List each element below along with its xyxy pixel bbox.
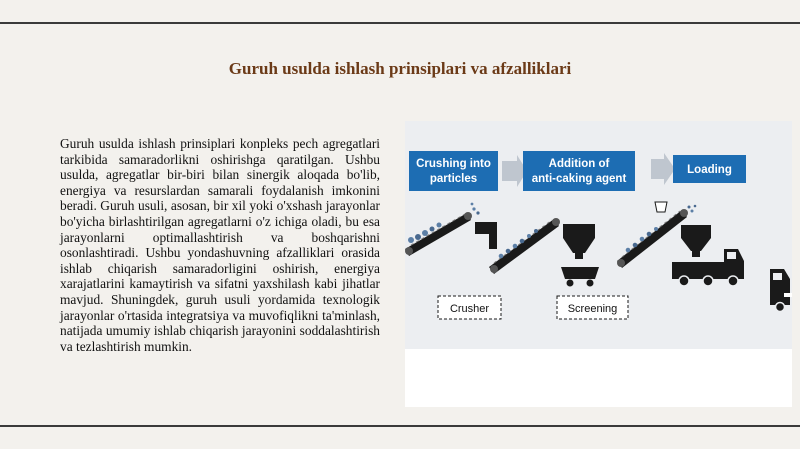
crusher-label-box <box>438 296 501 319</box>
process-diagram <box>405 121 792 407</box>
top-divider <box>0 22 800 24</box>
slide-title: Guruh usulda ishlash prinsiplari va afzalliklari <box>228 59 572 78</box>
step-crushing-line2: particles <box>429 173 478 185</box>
step-loading-box <box>673 155 746 183</box>
screening-label: Screening <box>567 303 618 315</box>
step-crushing-box <box>409 151 498 191</box>
bottom-divider <box>0 425 800 427</box>
step-anticaking-line2: anti-caking agent <box>531 173 627 185</box>
step-loading-line1: Loading <box>687 164 732 176</box>
crusher-label: Crusher <box>449 303 490 315</box>
step-anticaking-box <box>523 151 635 191</box>
step-anticaking-line1: Addition of <box>548 158 610 170</box>
body-paragraph: Guruh usulda ishlash prinsiplari konpleks pech agregatlari tarkibida samaradorlikni oshirishga qaratilgan. Ushbu usulda, agregatlar bir-biri bilan sinergik aloqada bo'lib, energiya va resurslardan samarali foydalanish imkonini beradi. Guruh usuli, asosan, bir xil yoki o'xshash jarayonlar bo'yicha birlashtirilgan agregatlarni o'z ichiga oladi, bu esa jarayonlarni optimallashtirish va boshqarishni osonlashtiradi. Ushbu yondashuvning afzalliklari orasida ishlab chiqarish samaradorligini oshirish, energiya xarajatlarini kamaytirish va sifatni yaxshilash kabi jihatlar mavjud. Shuningdek, guruh usuli yordamida texnologik jarayonlar o'rtasida integratsiya va muvofiqlikni ta'minlash, natijada umumiy ishlab chiqarish jarayonini soddalashtirish va tezlashtirish mumkin. <box>60 136 380 354</box>
step-crushing-line1: Crushing into <box>416 158 491 170</box>
screening-label-box <box>557 296 628 319</box>
